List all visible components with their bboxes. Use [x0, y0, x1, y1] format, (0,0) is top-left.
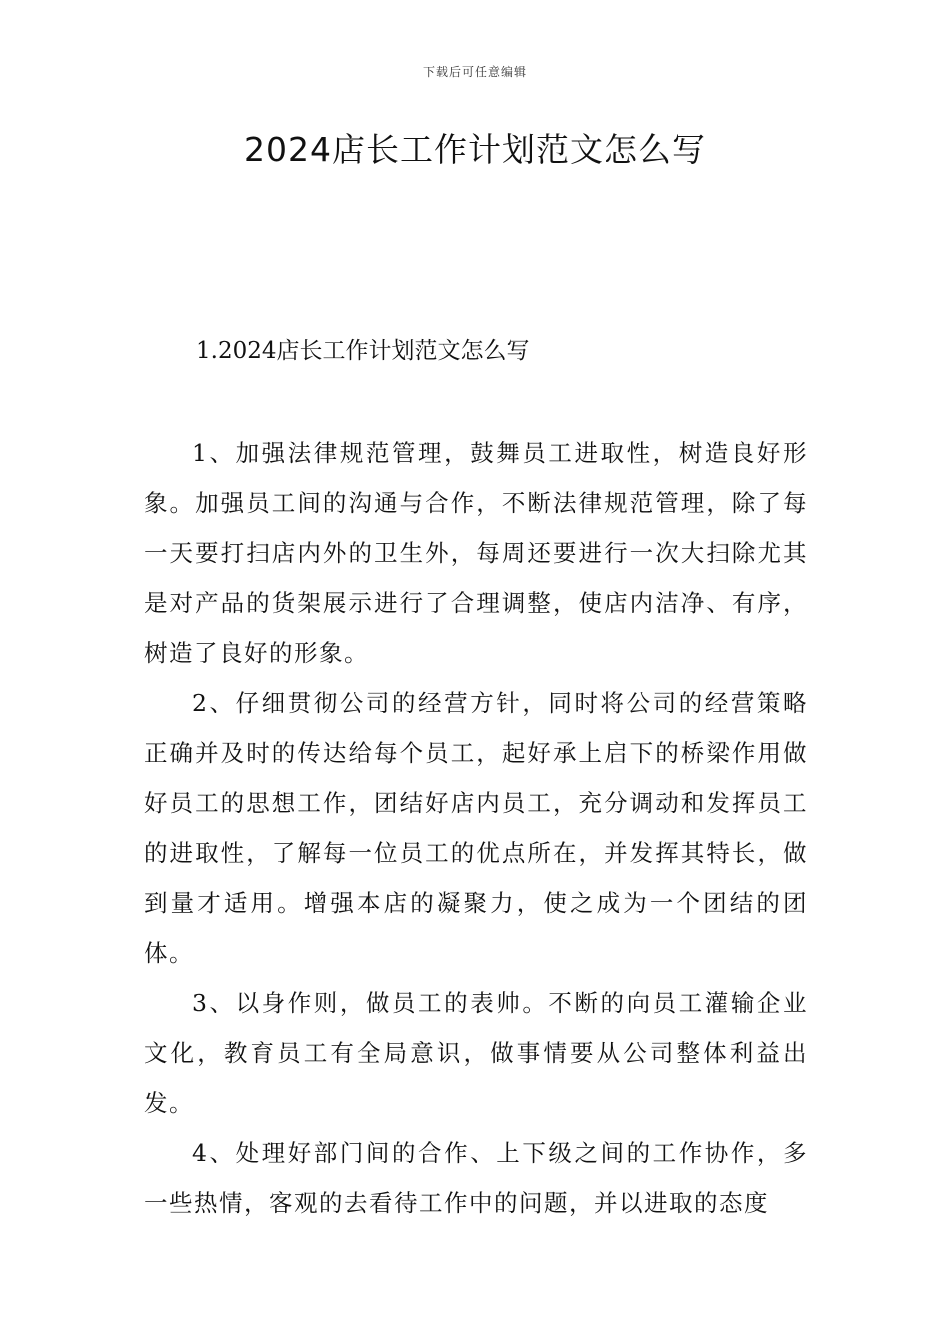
document-body: [144, 428, 808, 1228]
page-header-note: 下载后可任意编辑: [422, 65, 527, 79]
paragraph-1: 1、加强法律规范管理，鼓舞员工进取性，树造良好形象。加强员工间的沟通与合作，不断法律规范管理，除了每一天要打扫店内外的卫生外，每周还要进行一次大扫除尤其是对产品的货架展示进行了合理调整，使店内洁净、有序，树造了良好的形象。: [144, 439, 808, 667]
document-title: 2024店长工作计划范文怎么写: [244, 130, 706, 169]
paragraph-4: 4、处理好部门间的合作、上下级之间的工作协作，多一些热情，客观的去看待工作中的问题，并以进取的态度: [144, 1139, 808, 1217]
paragraph-3: 3、以身作则，做员工的表帅。不断的向员工灌输企业文化，教育员工有全局意识，做事情要从公司整体利益出发。: [144, 989, 808, 1117]
section-subheading: 1.2024店长工作计划范文怎么写: [196, 338, 530, 364]
paragraph-2: 2、仔细贯彻公司的经营方针，同时将公司的经营策略正确并及时的传达给每个员工，起好承上启下的桥梁作用做好员工的思想工作，团结好店内员工，充分调动和发挥员工的进取性，了解每一位员工的优点所在，并发挥其特长，做到量才适用。增强本店的凝聚力，使之成为一个团结的团体。: [144, 689, 808, 967]
